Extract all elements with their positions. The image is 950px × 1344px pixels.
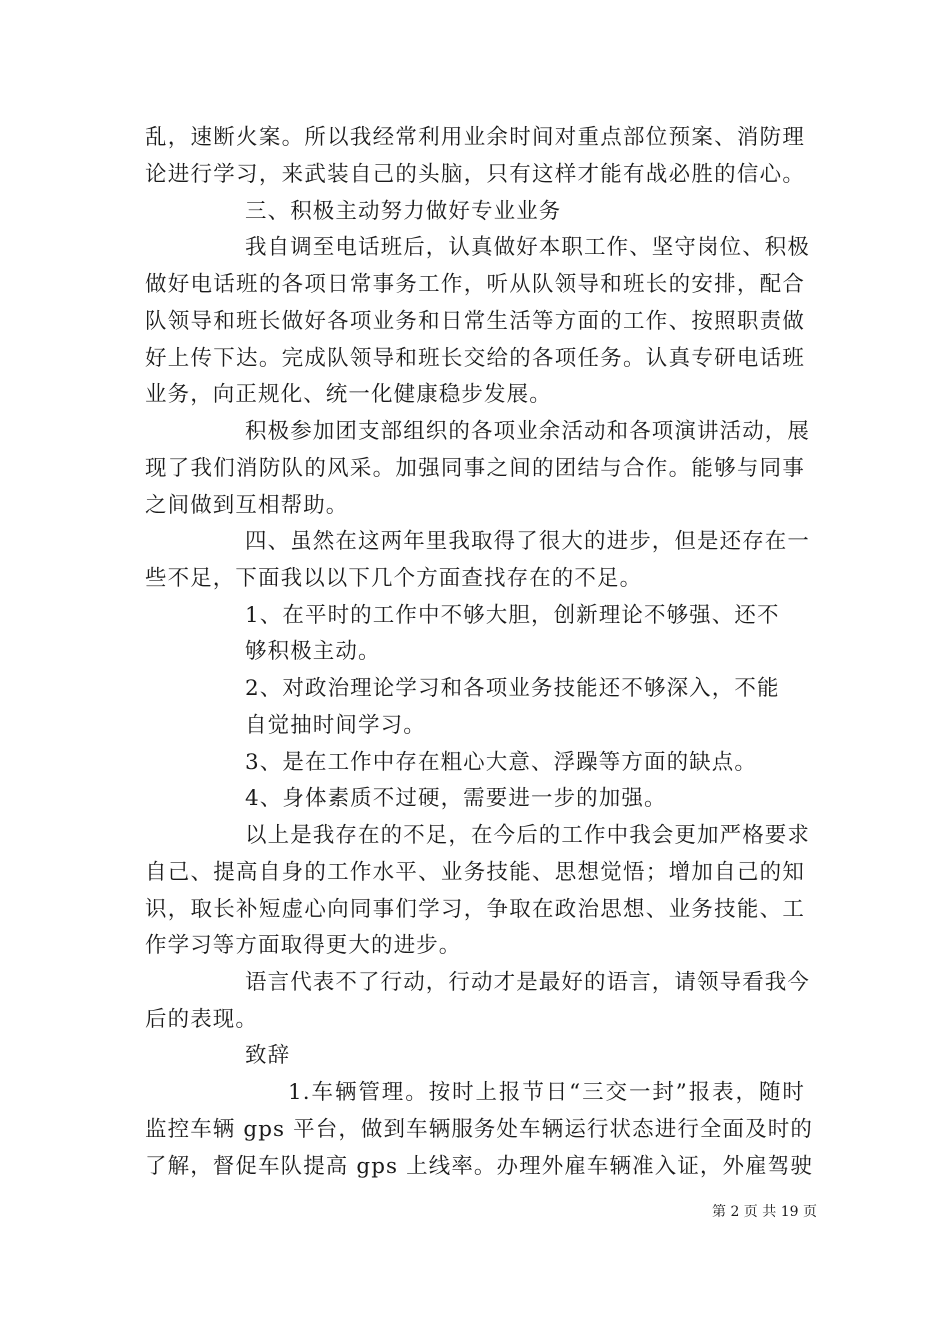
text-line: 业务，向正规化、统一化健康稳步发展。 bbox=[145, 382, 552, 407]
text-line: 乱，速断火案。所以我经常利用业余时间对重点部位预案、消防理 bbox=[145, 125, 805, 150]
text-line: 做好电话班的各项日常事务工作，听从队领导和班长的安排，配合 bbox=[145, 272, 805, 297]
text-line: 我自调至电话班后，认真做好本职工作、坚守岗位、积极 bbox=[245, 235, 811, 260]
text-line: 以上是我存在的不足，在今后的工作中我会更加严格要求 bbox=[245, 823, 811, 848]
list-item-continuation: 够积极主动。 bbox=[245, 639, 381, 664]
text-line: 自己、提高自身的工作水平、业务技能、思想觉悟；增加自己的知 bbox=[145, 860, 805, 885]
text-line: 积极参加团支部组织的各项业余活动和各项演讲活动，展 bbox=[245, 419, 811, 444]
list-item: 3、是在工作中存在粗心大意、浮躁等方面的缺点。 bbox=[245, 750, 757, 775]
list-item-continuation: 自觉抽时间学习。 bbox=[245, 713, 426, 738]
closing-word: 致辞 bbox=[245, 1043, 291, 1068]
section-heading: 四、虽然在这两年里我取得了很大的进步，但是还存在一 bbox=[245, 529, 811, 554]
text-line: 1.车辆管理。按时上报节日“三交一封”报表，随时 bbox=[288, 1080, 805, 1105]
text-line: 之间做到互相帮助。 bbox=[145, 493, 349, 518]
section-heading: 三、积极主动努力做好专业业务 bbox=[245, 199, 562, 224]
text-line: 些不足，下面我以以下几个方面查找存在的不足。 bbox=[145, 566, 643, 591]
text-line: 作学习等方面取得更大的进步。 bbox=[145, 933, 462, 958]
list-item: 1、在平时的工作中不够大胆，创新理论不够强、还不 bbox=[245, 603, 780, 628]
text-line: 论进行学习，来武装自己的头脑，只有这样才能有战必胜的信心。 bbox=[145, 162, 805, 187]
text-line: 后的表现。 bbox=[145, 1007, 259, 1032]
text-line: 识，取长补短虚心向同事们学习，争取在政治思想、业务技能、工 bbox=[145, 897, 805, 922]
text-line: 现了我们消防队的风采。加强同事之间的团结与合作。能够与同事 bbox=[145, 456, 805, 481]
list-item: 2、对政治理论学习和各项业务技能还不够深入，不能 bbox=[245, 676, 780, 701]
text-line: 了解，督促车队提高 gps 上线率。办理外雇车辆准入证，外雇驾驶 bbox=[145, 1154, 813, 1179]
list-item: 4、身体素质不过硬，需要进一步的加强。 bbox=[245, 786, 667, 811]
text-line: 监控车辆 gps 平台，做到车辆服务处车辆运行状态进行全面及时的 bbox=[145, 1117, 813, 1142]
text-line: 语言代表不了行动，行动才是最好的语言，请领导看我今 bbox=[245, 970, 811, 995]
page-number-footer: 第 2 页 共 19 页 bbox=[712, 1204, 817, 1220]
text-line: 好上传下达。完成队领导和班长交给的各项任务。认真专研电话班 bbox=[145, 346, 805, 371]
text-line: 队领导和班长做好各项业务和日常生活等方面的工作、按照职责做 bbox=[145, 309, 805, 334]
